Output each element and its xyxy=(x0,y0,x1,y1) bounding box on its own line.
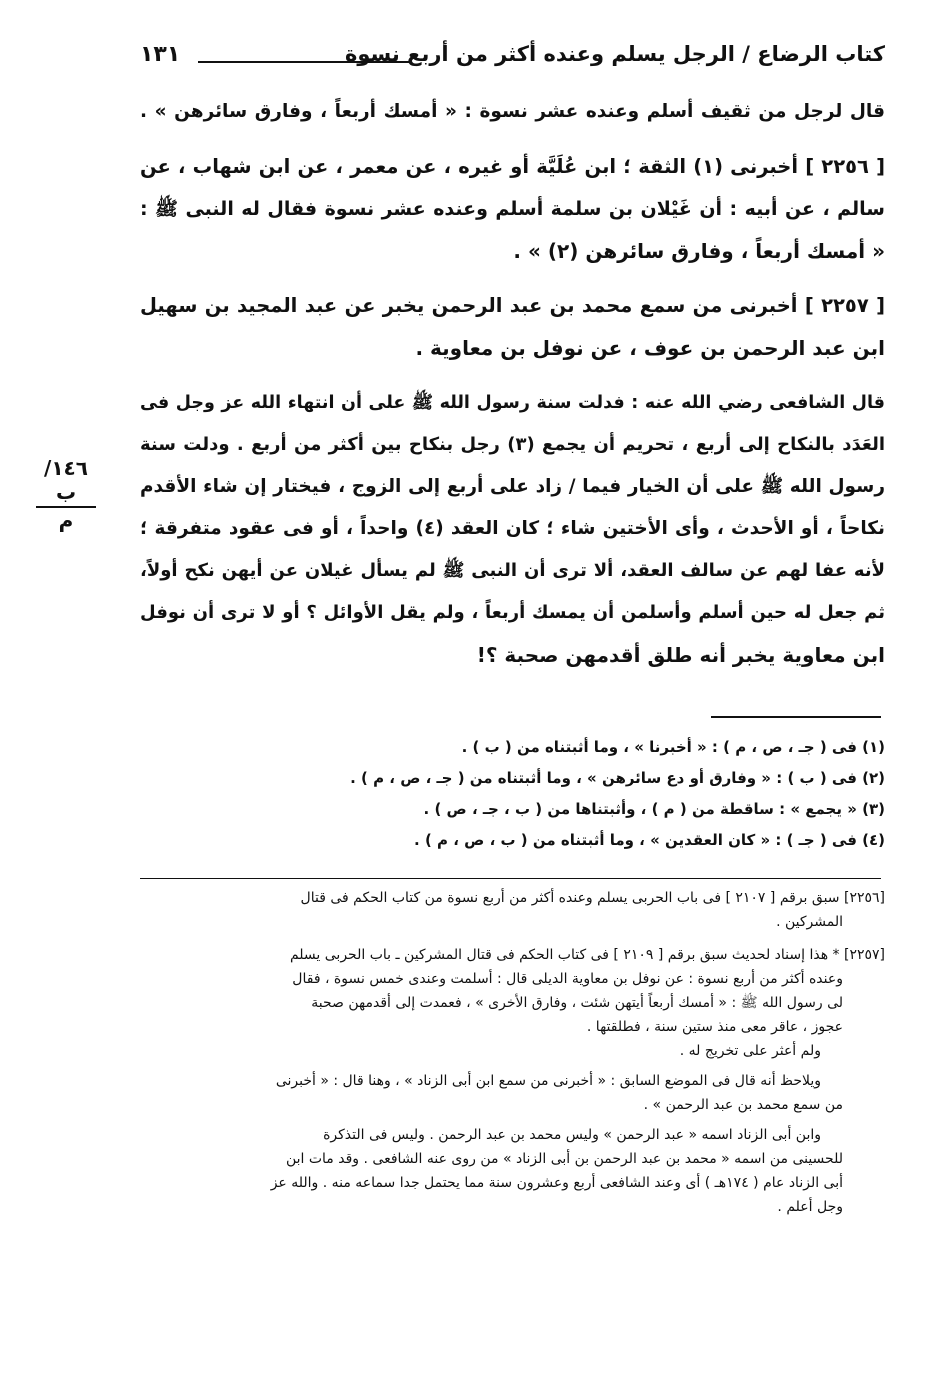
footnote-item: (٢) فى ( ب ) : « وفارق أو دع سائرهن » ، وما أثبتناه من ( جـ ، ص ، م ) . xyxy=(350,769,885,787)
shafii-paragraph-line: قال الشافعى رضي الله عنه : فدلت سنة رسول الله ﷺ على أن انتهاء الله عز وجل فى xyxy=(140,393,885,413)
hadith-2256-line: [ ٢٢٥٦ ] أخبرنى (١) الثقة ؛ ابن عُلَيَّة أو غيره ، عن معمر ، عن ابن شهاب ، عن xyxy=(140,155,885,178)
body-line: العَدَد بالنكاح إلى أربع ، تحريم أن يجمع (٣) رجل بنكاح بين أكثر من أربع . ودلت سنة xyxy=(140,434,885,455)
commentary-rule xyxy=(140,878,881,879)
body-line: نكاحاً ، أو الأحدث ، وأى الأختين شاء ؛ كان العقد (٤) واحداً ، أو فى عقود متفرقة ؛ xyxy=(140,518,885,539)
commentary-line: المشركين . xyxy=(776,914,843,930)
running-header xyxy=(140,40,885,76)
hadith-2257-line: [ ٢٢٥٧ ] أخبرنى من سمع محمد بن عبد الرحمن يخبر عن عبد المجيد بن سهيل xyxy=(140,294,885,317)
header-rule xyxy=(198,61,411,63)
commentary-line: ويلاحظ أنه قال فى الموضع السابق : « أخبرنى من سمع ابن أبى الزناد » ، وهنا قال : « أخبرنى xyxy=(275,1073,821,1089)
footnote-item: (٤) فى ( جـ ) : « كان العقدين » ، وما أثبتناه من ( ب ، ص ، م ) . xyxy=(414,831,885,849)
commentary-line: عجوز ، عاقر معى منذ ستين سنة ، فطلقتها . xyxy=(586,1019,843,1035)
commentary-line: وجل أعلم . xyxy=(777,1199,843,1215)
body-line: قال لرجل من ثقيف أسلم وعنده عشر نسوة : « أمسك أربعاً ، وفارق سائرهن » . xyxy=(140,101,885,122)
body-line: ثم جعل له حين أسلم وأسلمن أن يمسك أربعاً ، ولم يقل الأوائل ؟ أو لا ترى أن نوفل xyxy=(140,602,885,623)
commentary-line: أبى الزناد عام ( ١٧٤هـ ) أى وعند الشافعى أربع وعشرون سنة مما يحتمل جدا سماعه منه . والله عز xyxy=(270,1175,843,1191)
footnote-item: (٣) « يجمع » : ساقطة من ( م ) ، وأثبتناها من ( ب ، جـ ، ص ) . xyxy=(423,800,885,818)
commentary-line: للحسينى من اسمه « محمد بن عبد الرحمن بن أبى الزناد » من روى عنه الشافعى . وقد مات ابن xyxy=(285,1151,843,1167)
commentary-line: لى رسول الله ﷺ : « أمسك أربعاً أيتهن شئت ، وفارق الأخرى » ، فعمدت إلى أقدمهن صحبة xyxy=(311,995,843,1011)
manuscript-siglum: م xyxy=(58,508,74,532)
commentary-line: من سمع محمد بن عبد الرحمن » . xyxy=(643,1097,843,1113)
chapter-title: كتاب الرضاع / الرجل يسلم وعنده أكثر من أربع نسوة xyxy=(344,42,885,66)
commentary-line: [٢٢٥٦] سبق برقم [ ٢١٠٧ ] فى باب الحربى يسلم وعنده أكثر من أربع نسوة من كتاب الحكم فى قتال xyxy=(300,890,885,906)
commentary-line: وعنده أكثر من أربع نسوة : عن نوفل بن معاوية الديلى قال : أسلمت وعندى خمس نسوة ، فقال xyxy=(292,971,843,987)
commentary-line: وابن أبى الزناد اسمه « عبد الرحمن » وليس محمد بن عبد الرحمن . وليس فى التذكرة xyxy=(323,1127,821,1143)
page-number: ١٣١ xyxy=(140,42,181,67)
folio-marker: ١٤٦/ب xyxy=(36,456,96,508)
footnote-rule xyxy=(711,716,881,718)
body-line: ابن عبد الرحمن بن عوف ، عن نوفل بن معاوية . xyxy=(415,336,885,360)
body-line: ابن معاوية يخبر أنه طلق أقدمهن صحبة ؟! xyxy=(476,643,885,667)
body-line: سالم ، عن أبيه : أن غَيْلان بن سلمة أسلم وعنده عشر نسوة فقال له النبى ﷺ : xyxy=(140,198,885,220)
footnote-item: (١) فى ( جـ ، ص ، م ) : « أخبرنا » ، وما أثبتناه من ( ب ) . xyxy=(461,738,885,756)
manuscript-folio-note xyxy=(36,456,96,532)
body-line: رسول الله ﷺ على أن الخيار فيما / زاد على أربع إلى الزوج ، فيختار إن شاء الأقدم xyxy=(140,476,885,497)
body-line: لأنه عفا لهم عن سالف العقد، ألا ترى أن النبى ﷺ لم يسأل غيلان عن أيهن نكح أولاً، xyxy=(140,560,885,581)
commentary-line: ولم أعثر على تخريج له . xyxy=(679,1043,821,1059)
body-line: « أمسك أربعاً ، وفارق سائرهن (٢) » . xyxy=(513,239,885,263)
commentary-line: [٢٢٥٧] * هذا إسناد لحديث سبق برقم [ ٢١٠٩ ] فى كتاب الحكم فى قتال المشركين ـ باب الحربى يسلم xyxy=(289,947,885,963)
